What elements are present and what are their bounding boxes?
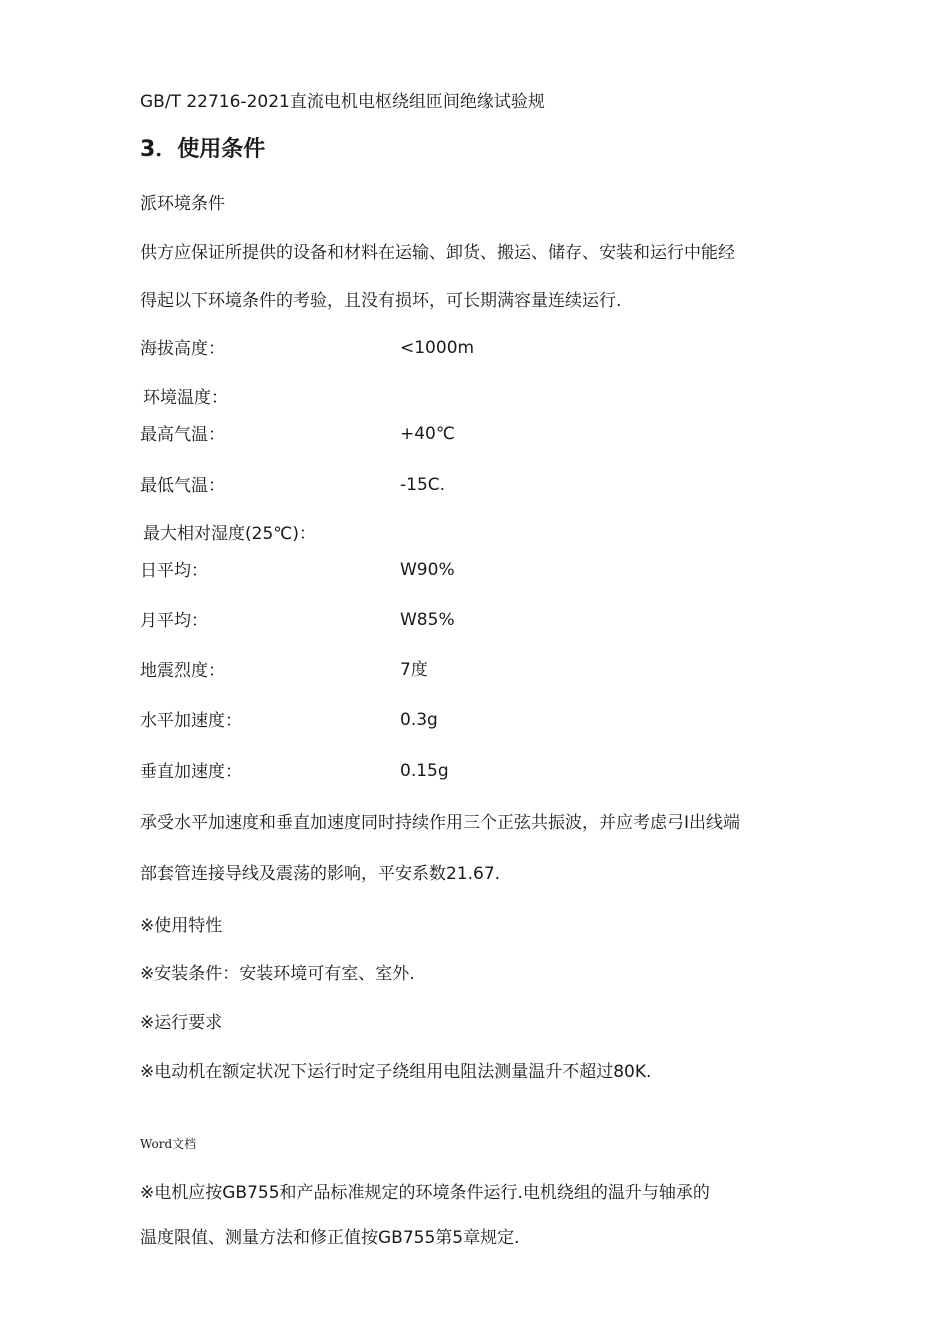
max-temp-value: +40℃ [400, 424, 455, 444]
operation-requirements: ※运行要求 [140, 1013, 223, 1033]
section-title: 3．使用条件 [140, 137, 266, 162]
horiz-accel-label: 水平加速度： [140, 711, 242, 731]
use-props: ※使用特性 [140, 916, 223, 936]
temp-heading: 环境温度： [143, 388, 228, 408]
env-heading: 派环境条件 [140, 194, 225, 214]
altitude-label: 海拔高度： [140, 339, 225, 359]
min-temp-label: 最低气温： [140, 476, 225, 496]
daily-avg-value: W90% [400, 560, 455, 580]
header-line: GB/T 22716-2021直流电机电枢绕组匝间绝缘试验规 [140, 92, 545, 112]
seismic-label: 地震烈度： [140, 661, 225, 681]
min-temp-value: -15C. [400, 475, 446, 495]
vert-accel-label: 垂直加速度： [140, 762, 242, 782]
monthly-avg-label: 月平均： [140, 611, 208, 631]
intro-line-2: 得起以下环境条件的考验，且没有损坏，可长期满容量连续运行. [140, 291, 622, 311]
daily-avg-label: 日平均： [140, 561, 208, 581]
vert-accel-value: 0.15g [400, 761, 449, 781]
gb-line-2: 温度限值、测量方法和修正值按GB755第5章规定. [140, 1228, 520, 1248]
max-temp-label: 最高气温： [140, 425, 225, 445]
horiz-accel-value: 0.3g [400, 710, 438, 730]
motor-temp-rise: ※电动机在额定状况下运行时定子绕组用电阻法测量温升不超过80K. [140, 1062, 652, 1082]
humidity-heading: 最大相对湿度(25℃)： [143, 524, 316, 544]
page-footer: Word文档 [140, 1137, 197, 1151]
monthly-avg-value: W85% [400, 610, 455, 630]
accel-line-2: 部套管连接导线及震荡的影响，平安系数21.67. [140, 864, 501, 884]
accel-line-1: 承受水平加速度和垂直加速度同时持续作用三个正弦共振波，并应考虑弓I出线端 [140, 813, 741, 833]
altitude-value: <1000m [400, 338, 475, 358]
intro-line-1: 供方应保证所提供的设备和材料在运输、卸货、搬运、储存、安装和运行中能经 [140, 243, 735, 263]
install-conditions: ※安装条件：安装环境可有室、室外. [140, 964, 415, 984]
gb-line-1: ※电机应按GB755和产品标准规定的环境条件运行.电机绕组的温升与轴承的 [140, 1183, 710, 1203]
seismic-value: 7度 [400, 660, 428, 680]
